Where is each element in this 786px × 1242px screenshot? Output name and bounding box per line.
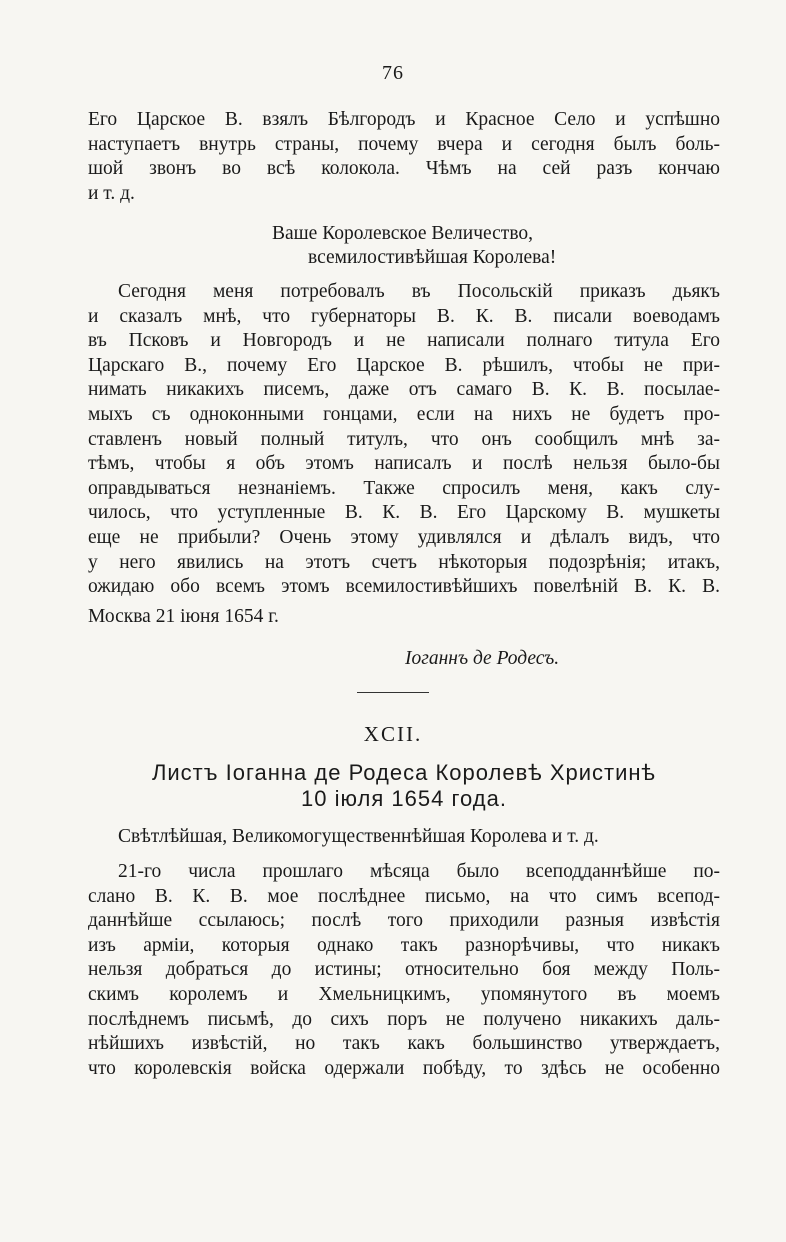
text-line: Его Царское В. взялъ Бѣлгородъ и Красное Село и успѣшно <box>88 109 720 130</box>
page-number: 76 <box>382 62 404 84</box>
text-line: тѣмъ, чтобы я объ этомъ написалъ и послѣ нельзя было-бы <box>88 453 720 475</box>
text-line: ставленъ новый полный титулъ, что онъ сообщилъ мнѣ за- <box>88 428 720 450</box>
signature: Іоганнъ де Родесъ. <box>405 648 560 669</box>
text-line: скимъ королемъ и Хмельницкимъ, упомянутого въ моемъ <box>88 983 720 1005</box>
text-line: и т. д. <box>88 182 135 204</box>
text-line: Сегодня меня потребовалъ въ Посольскій приказъ дьякъ <box>118 281 720 302</box>
section-number: XCII. <box>363 722 423 746</box>
paragraph-continuation <box>88 108 720 206</box>
text-line: чилось, что уступленные В. К. В. Его Царскому В. мушкеты <box>88 502 720 524</box>
text-line: нѣйшихъ извѣстій, но такъ какъ большинство утверждаетъ, <box>88 1033 720 1055</box>
text-line: слано В. К. В. мое послѣднее письмо, на что симъ всепод- <box>88 885 720 907</box>
text-line: Царскаго В., почему Его Царское В. рѣшилъ, чтобы не при- <box>88 354 720 376</box>
text-line: у него явились на этотъ счетъ нѣкоторыя подозрѣнія; итакъ, <box>88 551 720 573</box>
letter-title-line-1: Листъ Іоганна де Родеса Королевѣ Христинѣ <box>151 760 657 785</box>
text-line: нимать никакихъ писемъ, даже отъ самаго В. К. В. посылае- <box>88 379 720 401</box>
text-line: что королевскія войска одержали побѣду, то здѣсь не особенно <box>88 1057 720 1079</box>
text-line: еще не прибыли? Очень этому удивлялся и дѣлалъ видъ, что <box>88 526 720 548</box>
text-line: шой звонъ во всѣ колокола. Чѣмъ на сей разъ кончаю <box>88 158 720 180</box>
letter-body-paragraph <box>88 860 720 1081</box>
text-line: 21-го числа прошлаго мѣсяца было всеподданнѣйше по- <box>118 861 720 882</box>
text-line: изъ арміи, которыя однако такъ разнорѣчивы, что никакъ <box>88 934 720 956</box>
text-line: нельзя добраться до истины; относительно боя между Поль- <box>88 959 720 981</box>
section-divider <box>357 692 429 693</box>
text-line: и сказалъ мнѣ, что губернаторы В. К. В. писали воеводамъ <box>88 305 720 327</box>
salutation-line-1: Ваше Королевское Величество, <box>272 223 534 244</box>
text-line: въ Псковъ и Новгородъ и не написали полнаго титула Его <box>88 330 720 352</box>
text-line: оправдываться незнаніемъ. Также спросилъ меня, какъ слу- <box>88 477 720 499</box>
text-line: послѣднемъ письмѣ, до сихъ поръ не получено никакихъ даль- <box>88 1008 720 1030</box>
salutation-line-2: всемилостивѣйшая Королева! <box>308 247 557 268</box>
text-line: мыхъ съ одноконными гонцами, если на нихъ не будетъ про- <box>88 403 720 425</box>
text-line: ожидаю обо всемъ этомъ всемилостивѣйшихъ повелѣній В. К. В. <box>88 576 720 598</box>
text-line: даннѣйше ссылаюсь; послѣ того приходили разныя извѣстія <box>88 910 720 932</box>
letter-address: Свѣтлѣйшая, Великомогущественнѣйшая Королева и т. д. <box>118 826 599 847</box>
text-line: наступаетъ внутрь страны, почему вчера и сегодня былъ боль- <box>88 133 720 155</box>
place-date: Москва 21 іюня 1654 г. <box>88 606 279 627</box>
letter-title-line-2: 10 іюля 1654 года. <box>301 786 507 811</box>
letter-body-paragraph <box>88 280 720 600</box>
